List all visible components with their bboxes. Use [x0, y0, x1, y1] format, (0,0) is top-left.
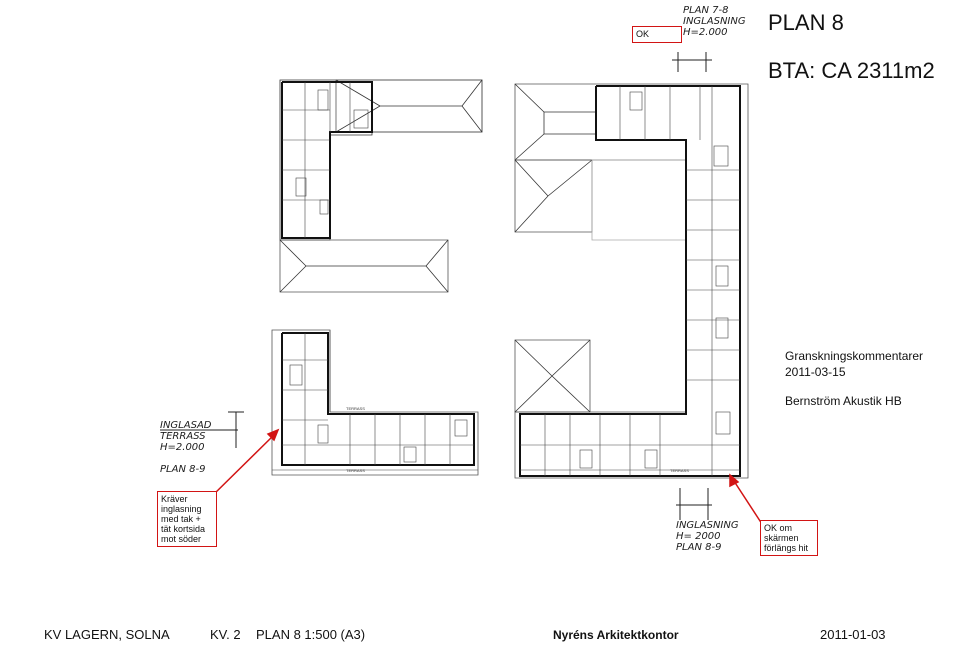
ok-om-note: OK om skärmen förlängs hit	[760, 520, 818, 556]
footer-plan-scale: PLAN 8 1:500 (A3)	[256, 627, 366, 642]
review-block	[785, 348, 923, 380]
review-heading: Granskningskommentarer	[785, 349, 924, 363]
review-date: 2011-03-15	[785, 365, 846, 379]
bta-area: BTA: CA 2311m2	[768, 58, 935, 83]
terrass-label-lower: TERRASS	[346, 468, 365, 473]
footer-kv: KV. 2	[210, 627, 241, 642]
terrass-label-upper: TERRASS	[346, 406, 365, 411]
left-upper-wing	[280, 80, 482, 292]
review-organization: Bernström Akustik HB	[785, 394, 902, 408]
footer-project: KV LAGERN, SOLNA	[44, 627, 170, 642]
handwritten-bottom-note: INGLASNING H= 2000 PLAN 8-9	[676, 520, 739, 553]
handwritten-top-note: PLAN 7-8 INGLASNING H=2.000	[683, 5, 746, 38]
right-wing	[515, 84, 748, 478]
ok-note: OK	[632, 26, 682, 43]
terrass-label-right: TERRASS	[670, 468, 689, 473]
plan-title: PLAN 8	[768, 10, 844, 35]
handwritten-left-plan: PLAN 8-9	[160, 464, 206, 475]
footer-office: Nyréns Arkitektkontor	[553, 628, 679, 642]
footer-date: 2011-01-03	[820, 627, 886, 642]
kraver-note: Kräver inglasning med tak + tät kortsida mot söder	[157, 491, 217, 547]
handwritten-left-note: INGLASAD TERRASS H=2.000	[160, 420, 212, 453]
